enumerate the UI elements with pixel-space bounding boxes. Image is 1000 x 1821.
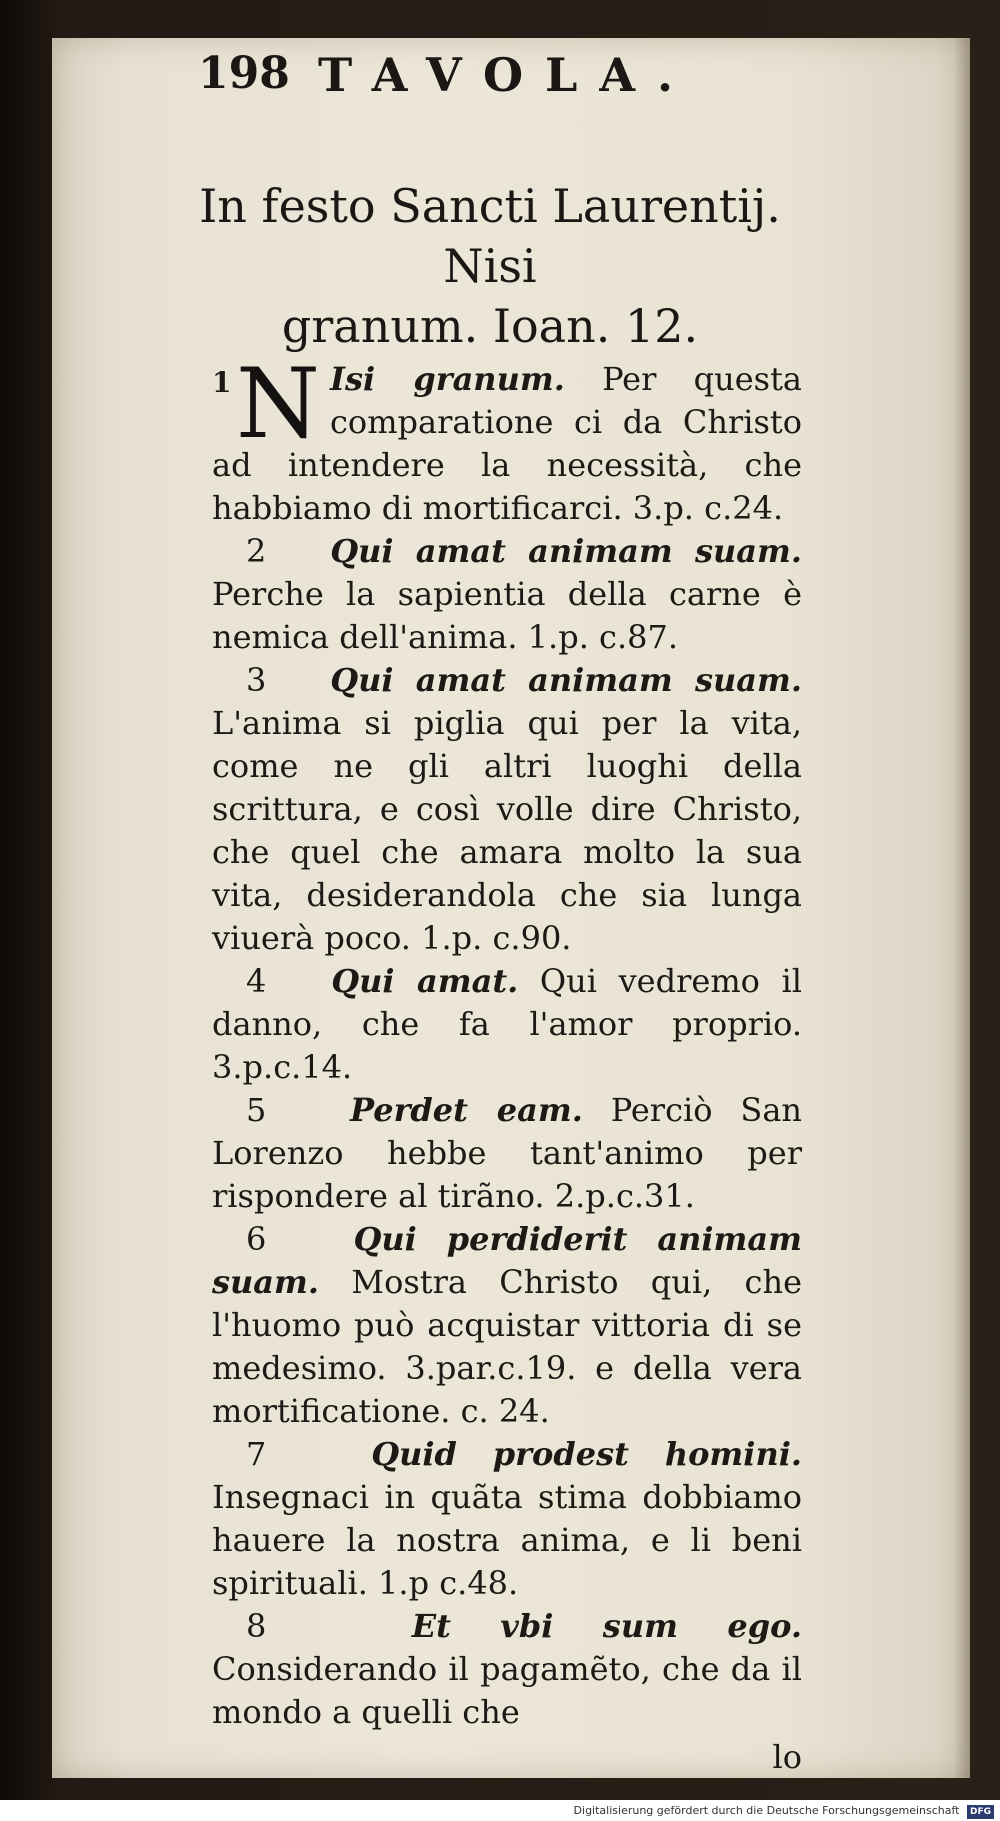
credit-text: Digitalisierung gefördert durch die Deutsche Forschungsgemeinschaft [573,1804,960,1817]
entry-number: 6 [246,1220,267,1258]
entries-body [212,348,803,1779]
drop-cap-initial: N [236,348,320,460]
entry-number: 4 [246,962,267,1000]
running-title: TAVOLA. [318,48,696,102]
dfg-logo-badge: DFG [967,1805,994,1819]
digitization-credit [0,1800,1000,1821]
entry-number: 7 [246,1435,267,1473]
page-edge-shadow [954,38,970,1778]
entry-8 [212,1605,802,1734]
entry-text: Qui vedremo il danno, che fa l'amor proprio. 3.p.c.14. [212,962,803,1086]
entry-text: Mostra Christo qui, che l'huomo può acquistar vittoria di se medesimo. 3.par.c.19. e della vera mortificatione. c. 24. [212,1263,802,1430]
entry-number: 8 [246,1607,267,1645]
catchword-text: lo [772,1738,802,1776]
entry-latin-phrase: Isi granum. [330,360,565,398]
catchword [212,1736,802,1779]
entry-latin-phrase: Et vbi sum ego. [411,1607,803,1645]
entry-3 [212,659,802,960]
entry-latin-phrase: Qui amat animam suam. [330,661,803,699]
entry-latin-phrase: Perdet eam. [350,1091,583,1129]
entry-4 [212,960,802,1089]
page-header [198,48,758,118]
entry-number: 5 [246,1091,267,1129]
heading-line-1: In festo Sancti Laurentij. Nisi [199,179,781,293]
entry-number: 1 [212,366,232,399]
entry-1 [212,348,803,530]
entry-number: 3 [246,661,267,699]
entry-text: L'anima si piglia qui per la vita, come ne gli altri luoghi della scrittura, e così volle dire Christo, che quel che amara molto la sua vita, desiderandola che sia lunga viuerà poco. 1.p. c.90. [212,704,802,957]
entry-text: Considerando il pagamẽto, che da il mondo a quelli che [212,1650,802,1731]
entry-6 [212,1218,802,1433]
entry-latin-phrase: Quid prodest homini. [371,1435,803,1473]
entry-latin-phrase: Qui amat. [331,962,519,1000]
entry-number: 2 [246,532,267,570]
entry-latin-phrase: Qui amat animam suam. [330,532,803,570]
entry-text: Perciò San Lorenzo hebbe tant'animo per rispondere al tirãno. 2.p.c.31. [212,1091,803,1215]
entry-latin-phrase: Qui perdiderit animam suam. [212,1220,803,1301]
section-heading [190,176,790,356]
entry-text: Insegnaci in quãta stima dobbiamo hauere la nostra anima, e li beni spirituali. 1.p c.48. [212,1478,802,1602]
page-number: 198 [198,48,290,99]
entry-text: Perche la sapientia della carne è nemica dell'anima. 1.p. c.87. [212,575,802,656]
entry-7 [212,1433,802,1605]
entry-5 [212,1089,802,1218]
entry-2 [212,530,802,659]
heading-line-2: granum. Ioan. 12. [281,299,699,353]
entry-text: Per questa comparatione ci da Christo ad intendere la necessità, che habbiamo di mortificarci. 3.p. c.24. [212,360,803,527]
